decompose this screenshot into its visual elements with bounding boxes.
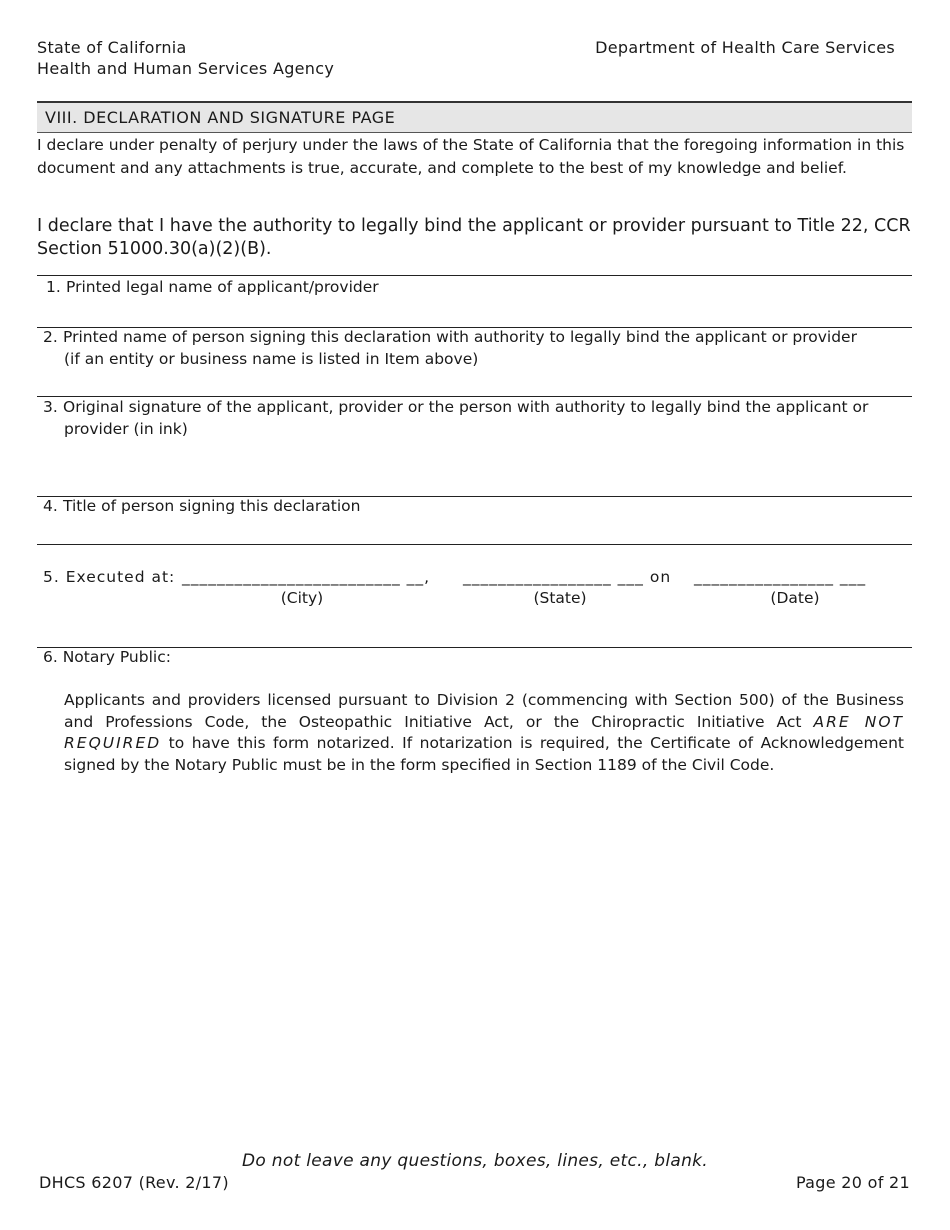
- state-caption: (State): [533, 589, 587, 607]
- executed-at-label: 5. Executed at:: [43, 568, 176, 586]
- notary-not-required-emphasis: ARE NOT REQUIRED: [64, 712, 904, 752]
- notary-text-end: to have this form notarized. If notarization is required, the Certificate of Acknowledgement signed by the Notary Public must be in the form specified in Section 1189 of the Civil Code.: [64, 734, 904, 774]
- city-caption: (City): [280, 589, 324, 607]
- item-number: 1.: [46, 278, 61, 296]
- item-original-signature: [43, 397, 908, 440]
- notary-public-text: [64, 690, 904, 776]
- city-blank-line[interactable]: _________________________ __,: [182, 568, 431, 586]
- divider-line: [37, 544, 912, 545]
- section-title: VIII. DECLARATION AND SIGNATURE PAGE: [45, 108, 396, 127]
- date-blank-line[interactable]: ________________ ___: [694, 568, 867, 586]
- item-label: Printed legal name of applicant/provider: [66, 278, 379, 296]
- item-printed-signer-name: [43, 327, 908, 370]
- form-identifier: DHCS 6207 (Rev. 2/17): [39, 1173, 229, 1192]
- perjury-declaration: I declare under penalty of perjury under the laws of the State of California that the foregoing information in this document and any attachments is true, accurate, and complete to the best of my knowledge and belief.: [37, 136, 905, 177]
- date-caption: (Date): [770, 589, 820, 607]
- section-header-bar: [37, 101, 912, 133]
- header-department: Department of Health Care Services: [595, 38, 895, 57]
- item-printed-legal-name: [46, 277, 911, 299]
- item-signer-title: [43, 496, 908, 518]
- item-label: Original signature of the applicant, provider or the person with authority to legally bind the applicant or: [63, 398, 869, 416]
- item-label-continued: (if an entity or business name is listed in Item above): [64, 349, 479, 368]
- item-label: Title of person signing this declaration: [63, 497, 361, 515]
- notary-text-start: Applicants and providers licensed pursuant to Division 2 (commencing with Section 500) of the Business and Professions Code, the Osteopathic Initiative Act, or the Chiropractic Initiative Act: [64, 691, 904, 731]
- divider-line: [37, 275, 912, 276]
- state-blank-line[interactable]: _________________ ___ on: [463, 568, 672, 586]
- notary-public-label: 6. Notary Public:: [43, 648, 171, 666]
- item-number: 4.: [43, 497, 58, 515]
- item-label-continued: provider (in ink): [64, 419, 188, 438]
- header-agency-name: Health and Human Services Agency: [37, 59, 335, 78]
- footer-instruction: Do not leave any questions, boxes, lines, etc., blank.: [242, 1151, 708, 1171]
- header-agency-state: State of California: [37, 38, 187, 57]
- page-number: Page 20 of 21: [795, 1173, 910, 1192]
- item-label: Printed name of person signing this declaration with authority to legally bind the applicant or provider: [63, 328, 857, 346]
- item-number: 3.: [43, 398, 58, 416]
- item-number: 2.: [43, 328, 58, 346]
- authority-declaration: I declare that I have the authority to legally bind the applicant or provider pursuant to Title 22, CCR Section 51000.30(a)(2)(B).: [37, 216, 911, 259]
